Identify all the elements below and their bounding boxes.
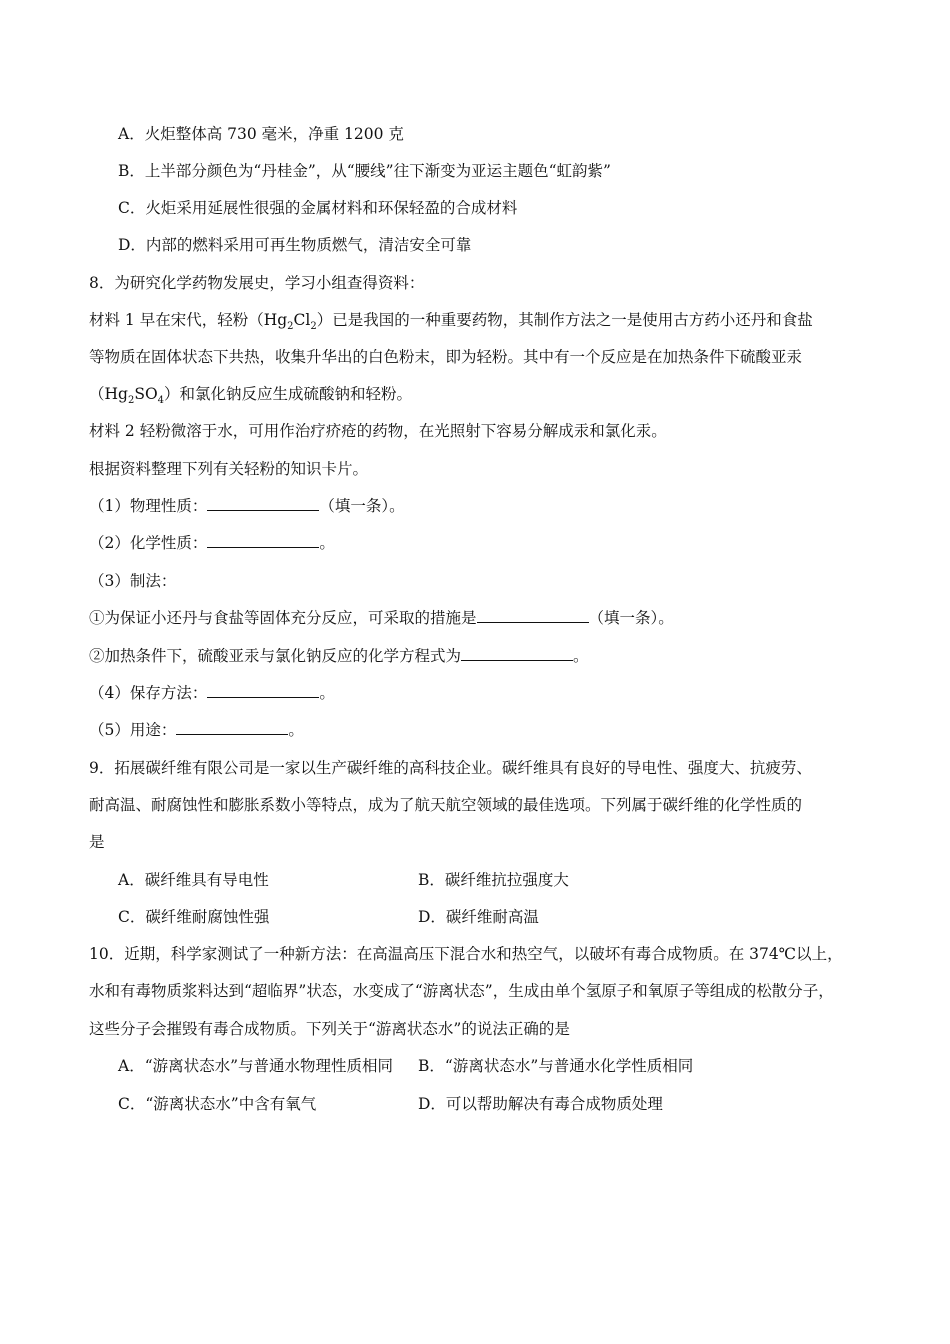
q8-material-1-line-3: $(Hg_2SO_4)$和氯化钠反应生成硫酸钠和轻粉。 (89, 385, 413, 407)
q7-option-c: C．火炬采用延展性很强的金属材料和环保轻盈的合成材料 (118, 199, 518, 217)
q9-option-c: C．碳纤维耐腐蚀性强 (118, 908, 270, 926)
answer-blank[interactable] (176, 720, 288, 735)
q9-option-b: B．碳纤维抗拉强度大 (418, 871, 569, 889)
q10-option-a: A．“游离状态水”与普通水物理性质相同 (118, 1057, 394, 1075)
answer-blank[interactable] (207, 533, 319, 548)
q7-option-b: B．上半部分颜色为“丹桂金”，从“腰线”往下渐变为亚运主题色“虹韵紫” (118, 162, 611, 180)
q9-stem-line-2: 耐高温、耐腐蚀性和膨胀系数小等特点，成为了航天航空领域的最佳选项。下列属于碳纤维的化学性质的 (89, 796, 803, 814)
answer-blank[interactable] (461, 646, 573, 661)
q10-option-c: C．“游离状态水”中含有氧气 (118, 1095, 317, 1113)
q8-stem: 8．为研究化学药物发展史，学习小组查得资料： (89, 274, 425, 292)
answer-blank[interactable] (477, 608, 589, 623)
q10-stem-line-2: 水和有毒物质浆料达到“超临界”状态，水变成了“游离状态”，生成由单个氢原子和氧原子等组成的松散分子， (89, 982, 834, 1000)
answer-blank[interactable] (207, 683, 319, 698)
q8-part-4: （4）保存方法： 。 (89, 684, 335, 702)
q7-option-d: D．内部的燃料采用可再生物质燃气，清洁安全可靠 (118, 236, 472, 254)
answer-blank[interactable] (207, 496, 319, 511)
q9-stem-line-1: 9．拓展碳纤维有限公司是一家以生产碳纤维的高科技企业。碳纤维具有良好的导电性、强度大、抗疲劳、 (89, 759, 812, 777)
q10-stem-line-1: 10．近期，科学家测试了一种新方法：在高温高压下混合水和热空气，以破坏有毒合成物质。在 374℃以上， (89, 945, 843, 963)
q8-material-1-line-2: 等物质在固体状态下共热，收集升华出的白色粉末，即为轻粉。其中有一个反应是在加热条件下硫酸亚汞 (89, 348, 803, 366)
q8-part-2: （2）化学性质： 。 (89, 534, 335, 552)
q8-part-5: （5）用途： 。 (89, 721, 304, 739)
q8-part-1: （1）物理性质： （填一条）。 (89, 497, 405, 515)
q8-material-2: 材料 2 轻粉微溶于水，可用作治疗疥疮的药物，在光照射下容易分解成汞和氯化汞。 (89, 422, 667, 440)
q10-option-b: B．“游离状态水”与普通水化学性质相同 (418, 1057, 694, 1075)
q8-part-3-1: ①为保证小还丹与食盐等固体充分反应，可采取的措施是 （填一条）。 (89, 609, 674, 627)
q10-option-d: D．可以帮助解决有毒合成物质处理 (418, 1095, 663, 1113)
q8-part-3: （3）制法： (89, 572, 177, 590)
q8-material-1-line-1: 材料 1 早在宋代，轻粉$(Hg_2Cl_2)$已是我国的一种重要药物，其制作方法之一是使用古方药小还丹和食盐 (89, 311, 813, 333)
q8-part-3-2: ②加热条件下，硫酸亚汞与氯化钠反应的化学方程式为 。 (89, 647, 589, 665)
q9-option-a: A．碳纤维具有导电性 (118, 871, 269, 889)
q8-intro: 根据资料整理下列有关轻粉的知识卡片。 (89, 460, 369, 478)
q9-option-d: D．碳纤维耐高温 (418, 908, 539, 926)
q7-option-a: A．火炬整体高 730 毫米，净重 1200 克 (118, 125, 404, 143)
q10-stem-line-3: 这些分子会摧毁有毒合成物质。下列关于“游离状态水”的说法正确的是 (89, 1020, 570, 1038)
q9-stem-line-3: 是 (89, 833, 105, 851)
